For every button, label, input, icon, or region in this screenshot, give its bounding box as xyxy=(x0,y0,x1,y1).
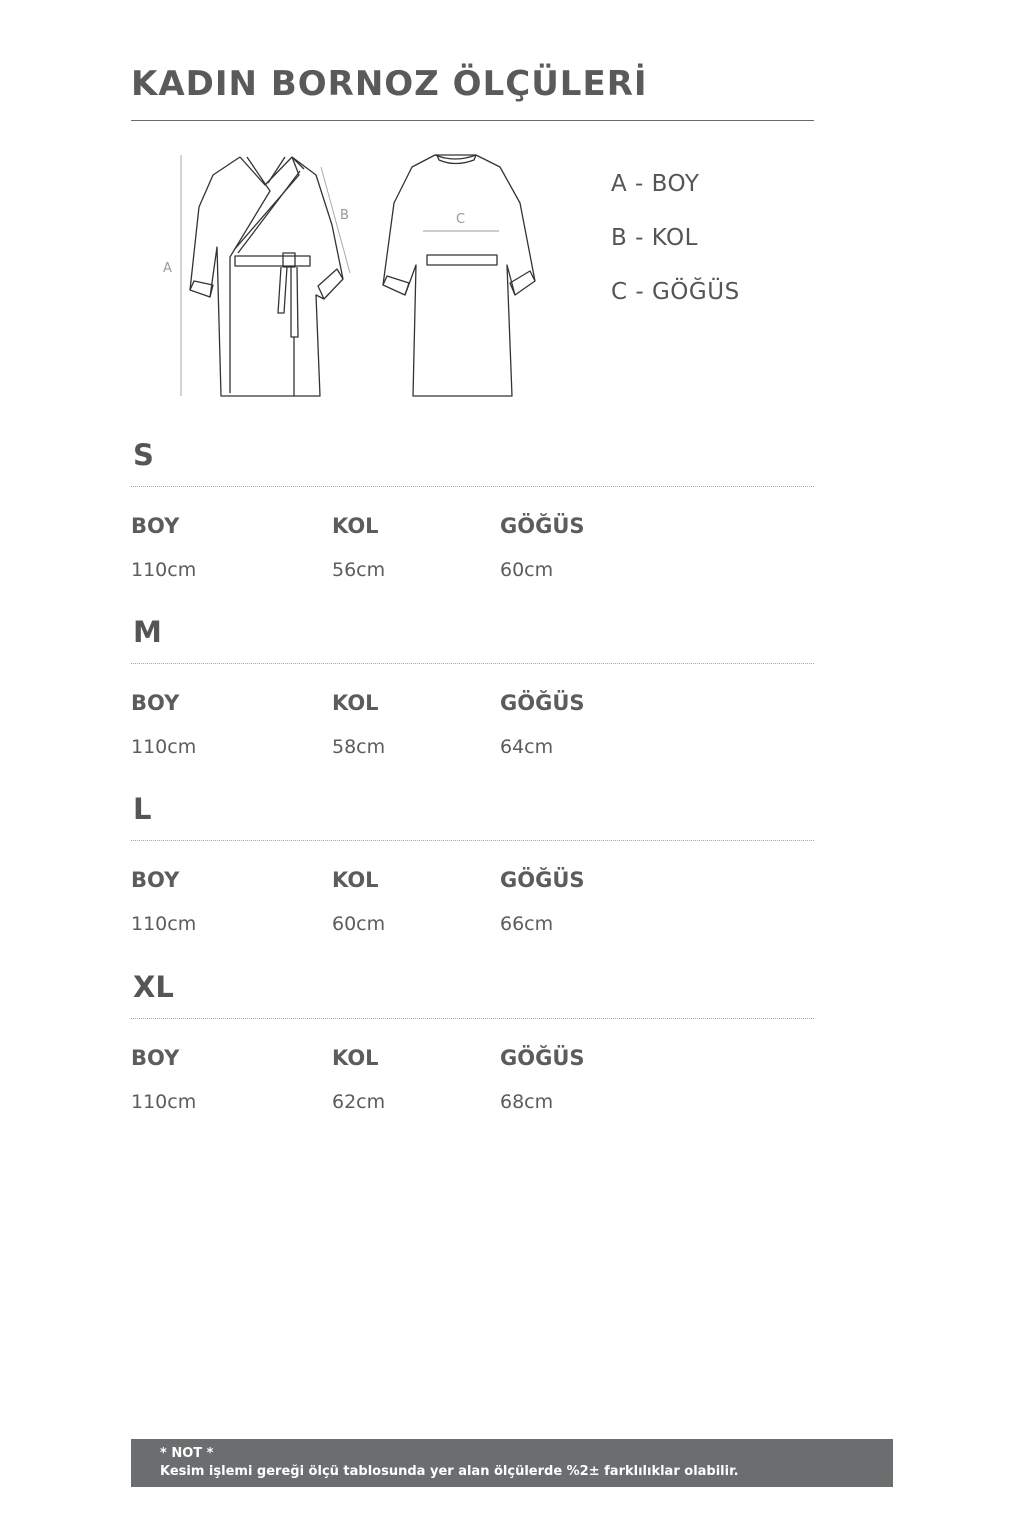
column-gogus xyxy=(500,1046,585,1113)
column-value: 110cm xyxy=(131,559,197,581)
column-value: 66cm xyxy=(500,913,554,935)
legend-item-boy: A - BOY xyxy=(611,171,700,197)
size-divider xyxy=(131,663,814,664)
column-value: 64cm xyxy=(500,736,554,758)
size-label: L xyxy=(133,792,152,826)
label-b: B xyxy=(340,208,349,223)
column-header: KOL xyxy=(332,1046,379,1070)
robe-diagram xyxy=(150,145,570,405)
column-header: BOY xyxy=(131,1046,180,1070)
column-header: BOY xyxy=(131,691,180,715)
size-divider xyxy=(131,486,814,487)
column-value: 110cm xyxy=(131,736,197,758)
column-value: 68cm xyxy=(500,1091,554,1113)
column-boy xyxy=(131,1046,196,1113)
size-label: S xyxy=(133,438,154,472)
label-a: A xyxy=(163,261,172,276)
column-kol xyxy=(332,868,385,935)
column-header: BOY xyxy=(131,514,180,538)
column-header: KOL xyxy=(332,514,379,538)
column-value: 56cm xyxy=(332,559,386,581)
column-boy xyxy=(131,514,196,581)
column-header: GÖĞÜS xyxy=(500,868,585,892)
column-gogus xyxy=(500,514,585,581)
column-header: BOY xyxy=(131,868,180,892)
column-value: 58cm xyxy=(332,736,386,758)
title-divider xyxy=(131,120,814,121)
column-kol xyxy=(332,1046,385,1113)
column-header: GÖĞÜS xyxy=(500,514,585,538)
column-gogus xyxy=(500,868,585,935)
column-value: 60cm xyxy=(332,913,386,935)
column-kol xyxy=(332,691,385,758)
note-heading: * NOT * xyxy=(160,1446,214,1461)
robe-front-drawing xyxy=(190,157,343,396)
page-title: KADIN BORNOZ ÖLÇÜLERİ xyxy=(131,64,648,104)
note-banner xyxy=(131,1439,893,1487)
label-c: C xyxy=(456,212,466,227)
column-kol xyxy=(332,514,385,581)
column-header: GÖĞÜS xyxy=(500,691,585,715)
measurement-legend xyxy=(611,168,740,330)
column-value: 110cm xyxy=(131,1091,197,1113)
column-header: GÖĞÜS xyxy=(500,1046,585,1070)
column-gogus xyxy=(500,691,585,758)
column-value: 62cm xyxy=(332,1091,386,1113)
size-divider xyxy=(131,840,814,841)
column-boy xyxy=(131,691,196,758)
size-label: M xyxy=(133,615,162,649)
note-text: Kesim işlemi gereği ölçü tablosunda yer alan ölçülerde %2± farklılıklar olabilir. xyxy=(160,1464,739,1479)
column-header: KOL xyxy=(332,691,379,715)
legend-item-gogus: C - GÖĞÜS xyxy=(611,279,740,305)
size-label: XL xyxy=(133,970,174,1004)
column-value: 60cm xyxy=(500,559,554,581)
legend-item-kol: B - KOL xyxy=(611,225,698,251)
size-divider xyxy=(131,1018,814,1019)
robe-back-drawing xyxy=(383,155,535,396)
column-header: KOL xyxy=(332,868,379,892)
column-value: 110cm xyxy=(131,913,197,935)
column-boy xyxy=(131,868,196,935)
